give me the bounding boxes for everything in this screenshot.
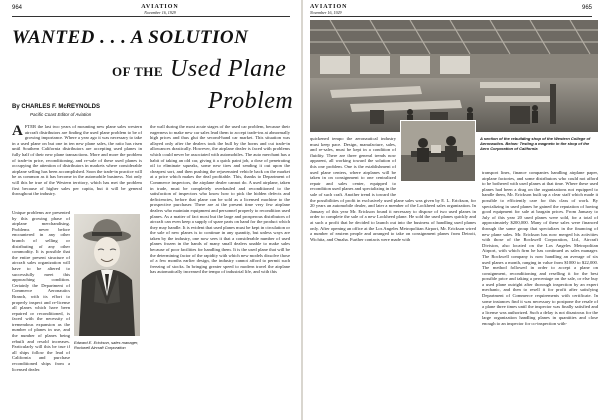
left-magazine-name: AVIATION — [141, 4, 179, 10]
shop-photo-caption: A section of the rebuilding shop of the Western College of Aeronautics. Below: Testing a magneto in the shop of the Aero Corporation of California — [480, 136, 591, 151]
right-column-1-top — [310, 136, 396, 196]
byline: By CHARLES F. McREYNOLDS — [12, 104, 101, 110]
portrait-caption: Edward E. Erickson, sales manager, Rockwell Aircraft Corporation — [74, 340, 139, 350]
left-header-rule — [12, 16, 290, 17]
right-issue-date: November 16, 1929 — [310, 10, 342, 15]
shop-illustration — [310, 20, 598, 132]
page-gutter — [301, 0, 303, 420]
right-column-1-text-continued: the possibilities of profit in exclusively used plane sales was given by E. L. Erickson, for 20 years an automobile dealer, and later a member of the Lockheed sales organization. In January of this year Mr. Erickson found it necessary to dispose of two used planes in order to complete the sale of a new Lockheed plane. He sold the used planes quickly and at such a profit that he decided to launch out into the business of handling used planes only. After opening an office at the Los Angeles Metropolitan Airport, Mr. Erickson wired a number of eastern people and arranged to take on consignment planes from Detroit, Wichita, and Omaha. Further contacts were made with — [310, 198, 476, 242]
left-column-1-text-b: Unique problems are presented by this growing phase of airplane merchandising. Problems never before encountered in any other branch of selling or distributing of any other commodity. It is possible that the entire present structure of aircraft sales organization will have to be altered to successfully meet this approaching condition. Certainly the Department of Commerce Aeronautics Branch, with its effort to properly inspect and re-license all planes which have been repaired or reconditioned, is faced with the necessity of tremendous expansion as the number of planes in use, and the number of planes being rebuilt and resold increases. Particularly will this be true if all ships follow the lead of California and purchase reconditioned ships from a licensed dealer. — [12, 210, 70, 372]
headline-line-3: Problem — [208, 88, 294, 114]
portrait-illustration — [74, 214, 140, 336]
headline-line-2a: OF THE — [112, 64, 164, 79]
left-issue-date: November 16, 1929 — [144, 10, 176, 15]
left-column-1-text: FTER the last two years of mounting new plane sales western aircraft distributors are finding the used plane problem to be of growing importance. Where a year ago it was necessary to take in a used plane on but one in ten new plane sales, the ratio has risen until Southern California distributors are accepting used planes in fully half of their new plane transactions. More and more the problem of trade-in price, reconditioning, and re-sale of these used planes is occupying the attention of distributors in markets where considerable airplane selling has been accomplished. Soon the trade-in practice will be as common as it has become in the automobile business. Not only will this be true of the Western territory, which has met the problem first because of higher sales per capita, but it will be general throughout the industry. — [12, 124, 142, 197]
right-magazine-name: AVIATION — [310, 4, 348, 10]
right-running-head — [310, 4, 400, 15]
right-column-1-text: quickened tempo the aeronautical industry must keep pace. Design, manufacture, sales, and re-sales, must be kept in a condition of fluidity. There are three general trends now apparent, all working toward the solution of this one problem. One is the establishment of used plane centers, where airplanes will be taken in on consignment to one centralized repair and sales center, equipped to recondition used planes and specializing in the sale of such craft. Another trend is toward the — [310, 136, 396, 196]
byline-title: Pacific Coast Editor of Aviation — [30, 112, 92, 117]
right-page — [304, 0, 604, 420]
drop-cap: A — [12, 124, 23, 139]
left-column-2 — [150, 124, 290, 416]
magneto-illustration — [401, 121, 476, 182]
rebuilding-shop-photo — [310, 20, 598, 132]
right-folio: 965 — [581, 5, 592, 11]
left-column-1-top — [12, 124, 142, 208]
right-column-2 — [482, 170, 598, 416]
left-running-head — [120, 4, 200, 15]
magneto-testing-photo — [400, 120, 476, 182]
right-column-2-text: transport lines, finance companies handling airplane paper, airplane factories, and some distributors who could not afford to be bothered with used planes at that time. Where these used planes had been a drag on the organizations not equipped to handle them, Mr. Erickson built up a clear staff which made it possible to efficiently care for this class of work. By specializing in used planes he gained the reputation of having good equipment for sale at bargain prices. From January to July of this year 20 used planes were sold, for a total of approximately $200,000. Many of these sales were financed through the same group that specializes in the financing of new plane sales. Mr. Erickson has now merged his activities with those of the Rockwell Corporation, Ltd., Aircraft Division, also located on the Los Angeles Metropolitan Airport, with which firm he has continued as sales manager. The Rockwell company is now handling an average of six used planes a month, ranging in value from $1000 to $22,000. The method followed in order to accept a plane on consignment, reconditioning and reselling it for the best possible price and taking a percentage on the sale, or else buy a used plane outright after thorough inspection by an expert mechanic, and then to resell it for profit after satisfying Department of Commerce requirements with certificate. In some instances find it was necessary to postpone the resale of a plane three times until the inspector was finally satisfied and a license was authorized. Such a delay is not disastrous for the large organization handling planes in quantities and close enough to an inspector for co-inspection with- — [482, 170, 598, 327]
left-folio: 964 — [12, 5, 23, 11]
left-column-1-bottom — [12, 210, 70, 416]
portrait-photo — [74, 214, 140, 336]
headline-line-2b: Used Plane — [170, 56, 287, 82]
right-header-rule — [310, 16, 592, 17]
left-column-2-text: the wall during the most acute stages of the used car problem, because their eagerness to make new car sales lead them to accept trade-ins at abnormally high prices and thus glut the second-hand car market. This situation was allayed only after the dealers took the bull by the horns and cut trade-in allowances drastically. However, the airplane dealer is faced with problems which could never be associated with automobiles. The auto merchant has a habit of taking an old car, giving it a quick paint job, a dose of penetrating oil to eliminate squeaks, some new tires and sending it out upon the cheapest sort, and then pushing the rejuvenated vehicle back on the market at a price which makes the deal profitable. This, thanks to Department of Commerce inspectors, the airplane dealer cannot do. A used airplane, taken in trade, must be completely overhauled and reconditioned to the satisfaction of inspectors who know how to pick the hidden defects and deficiencies, before that plane can be sold as a licensed machine to the prospective purchaser. There are at the present time very few airplane dealers who maintain equipment and personnel properly to recondition used planes. As a matter of fact most but the large and prosperous distributors of aircraft can even keep a supply of spare parts on hand for the product which they may handle. It is evident that used planes must be kept in circulation or the sale of new planes is to continue in any quantity, but unless ways are taken by the industry, one now sees it that a considerable number of used planes frozen in the hands of many small dealers unable to make sales because of poor facilities for handling them. It is the used plane that will be the determining factor of the rapidity with which new models dissolve those of a few months earlier design, the industry cannot afford to permit such freezing of stocks. In bringing greater speed to modern travel the airplane has automatically increased the tempo of industrial life, and with this — [150, 124, 290, 275]
right-column-1-bottom — [310, 198, 476, 416]
headline-line-1: WANTED . . . A SOLUTION — [12, 27, 249, 48]
